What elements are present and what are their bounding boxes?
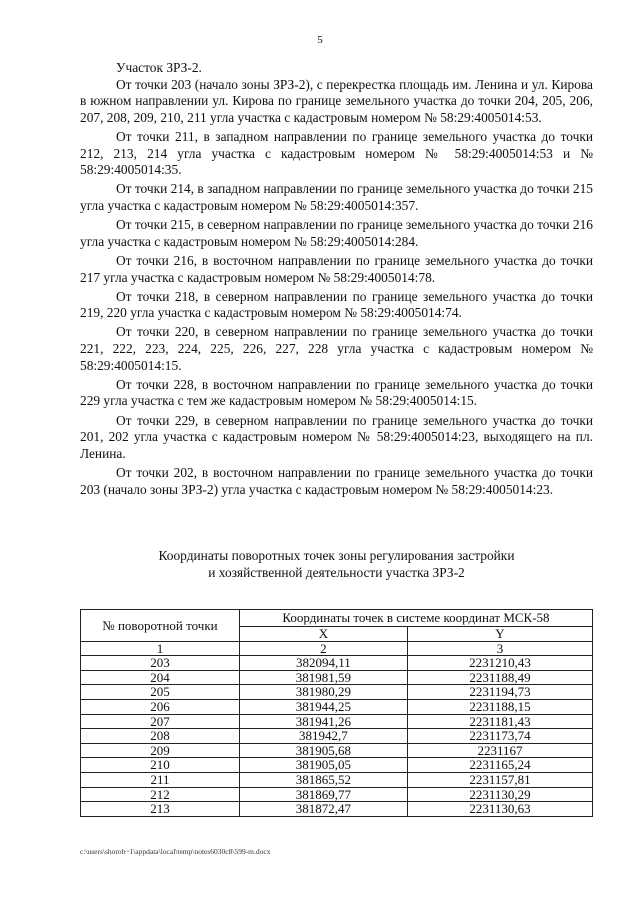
y-coordinate-cell: 2231194,73 — [407, 685, 592, 700]
point-number-cell: 209 — [81, 743, 240, 758]
table-row — [81, 758, 593, 773]
x-coordinate-cell: 381865,52 — [239, 772, 407, 787]
y-coordinate-cell: 2231165,24 — [407, 758, 592, 773]
y-coordinate-cell: 2231188,49 — [407, 670, 592, 685]
y-coordinate-cell: 2231210,43 — [407, 656, 592, 671]
y-coordinate-cell: 2231188,15 — [407, 699, 592, 714]
column-number-3: 3 — [407, 641, 592, 656]
table-row — [81, 802, 593, 817]
point-number-cell: 208 — [81, 729, 240, 744]
x-coordinate-cell: 381980,29 — [239, 685, 407, 700]
table-title-line-1: Координаты поворотных точек зоны регулирования застройки — [158, 548, 515, 563]
section-heading: Участок ЗРЗ-2. — [116, 60, 202, 75]
table-row — [81, 787, 593, 802]
file-path-footer: c:\users\shoroh~1\appdata\local\temp\notes6030c8\599-m.docx — [80, 847, 271, 856]
paragraph: От точки 214, в западном направлении по границе земельного участка до точки 215 угла участка с кадастровым номером № 58:29:4005014:357. — [80, 181, 593, 213]
x-coordinate-cell: 382094,11 — [239, 656, 407, 671]
paragraph: От точки 218, в северном направлении по границе земельного участка до точки 219, 220 угла участка с кадастровым номером № 58:29:4005014:74. — [80, 288, 593, 321]
table-row — [81, 729, 593, 744]
point-number-cell: 205 — [81, 685, 240, 700]
header-y: Y — [407, 627, 592, 642]
y-coordinate-cell: 2231130,29 — [407, 787, 592, 802]
table-body — [81, 656, 593, 817]
x-coordinate-cell: 381941,26 — [239, 714, 407, 729]
paragraph: От точки 220, в северном направлении по границе земельного участка до точки 221, 222, 223, 224, 225, 226, 227, 228 угла участка с кадастровым номером № 58:29:4005014:15. — [80, 324, 593, 373]
point-number-cell: 213 — [81, 802, 240, 817]
paragraph: От точки 229, в северном направлении по границе земельного участка до точки 201, 202 угла участка с кадастровым номером № 58:29:4005014:23, выходящего на пл. Ленина. — [80, 412, 593, 461]
x-coordinate-cell: 381942,7 — [239, 729, 407, 744]
table-row — [81, 656, 593, 671]
column-number-2: 2 — [239, 641, 407, 656]
x-coordinate-cell: 381905,68 — [239, 743, 407, 758]
header-coordinates: Координаты точек в системе координат МСК-58 — [239, 610, 592, 627]
y-coordinate-cell: 2231181,43 — [407, 714, 592, 729]
point-number-cell: 206 — [81, 699, 240, 714]
paragraph: От точки 202, в восточном направлении по границе земельного участка до точки 203 (начало зоны ЗРЗ-2) угла участка с кадастровым номером № 58:29:4005014:23. — [80, 465, 593, 497]
table-row — [81, 772, 593, 787]
y-coordinate-cell: 2231130,63 — [407, 802, 592, 817]
x-coordinate-cell: 381981,59 — [239, 670, 407, 685]
point-number-cell: 204 — [81, 670, 240, 685]
document-body — [80, 60, 593, 501]
point-number-cell: 210 — [81, 758, 240, 773]
header-x: X — [239, 627, 407, 642]
page-number: 5 — [317, 34, 323, 46]
header-point-number: № поворотной точки — [81, 610, 240, 642]
table-title-line-2: и хозяйственной деятельности участка ЗРЗ-2 — [208, 564, 465, 580]
paragraph: От точки 228, в восточном направлении по границе земельного участка до точки 229 угла участка с тем же кадастровым номером № 58:29:4005014:15. — [80, 376, 593, 409]
point-number-cell: 207 — [81, 714, 240, 729]
table-title — [80, 548, 593, 581]
x-coordinate-cell: 381944,25 — [239, 699, 407, 714]
point-number-cell: 212 — [81, 787, 240, 802]
paragraph: От точки 215, в северном направлении по границе земельного участка до точки 216 угла участка с кадастровым номером № 58:29:4005014:284. — [80, 217, 593, 249]
table-row — [81, 670, 593, 685]
x-coordinate-cell: 381905,05 — [239, 758, 407, 773]
table-row — [81, 743, 593, 758]
point-number-cell: 203 — [81, 656, 240, 671]
point-number-cell: 211 — [81, 772, 240, 787]
y-coordinate-cell: 2231157,81 — [407, 772, 592, 787]
x-coordinate-cell: 381872,47 — [239, 802, 407, 817]
table-row — [81, 714, 593, 729]
coordinates-table — [80, 609, 593, 817]
paragraph: От точки 211, в западном направлении по границе земельного участка до точки 212, 213, 214 угла участка с кадастровым номером № 58:29:4005014:53 и № 58:29:4005014:35. — [80, 128, 593, 178]
column-number-1: 1 — [81, 641, 240, 656]
paragraph: От точки 216, в восточном направлении по границе земельного участка до точки 217 угла участка с кадастровым номером № 58:29:4005014:78. — [80, 252, 593, 285]
table-row — [81, 685, 593, 700]
table-row — [81, 699, 593, 714]
y-coordinate-cell: 2231167 — [407, 743, 592, 758]
y-coordinate-cell: 2231173,74 — [407, 729, 592, 744]
paragraph: От точки 203 (начало зоны ЗРЗ-2), с перекрестка площадь им. Ленина и ул. Кирова в южном направлении ул. Кирова по границе земельного участка до точки 204, 205, 206, 207, 208, 209, 210, 211 угла участка с кадастровым номером № 58:29:4005014:53. — [80, 76, 593, 125]
x-coordinate-cell: 381869,77 — [239, 787, 407, 802]
